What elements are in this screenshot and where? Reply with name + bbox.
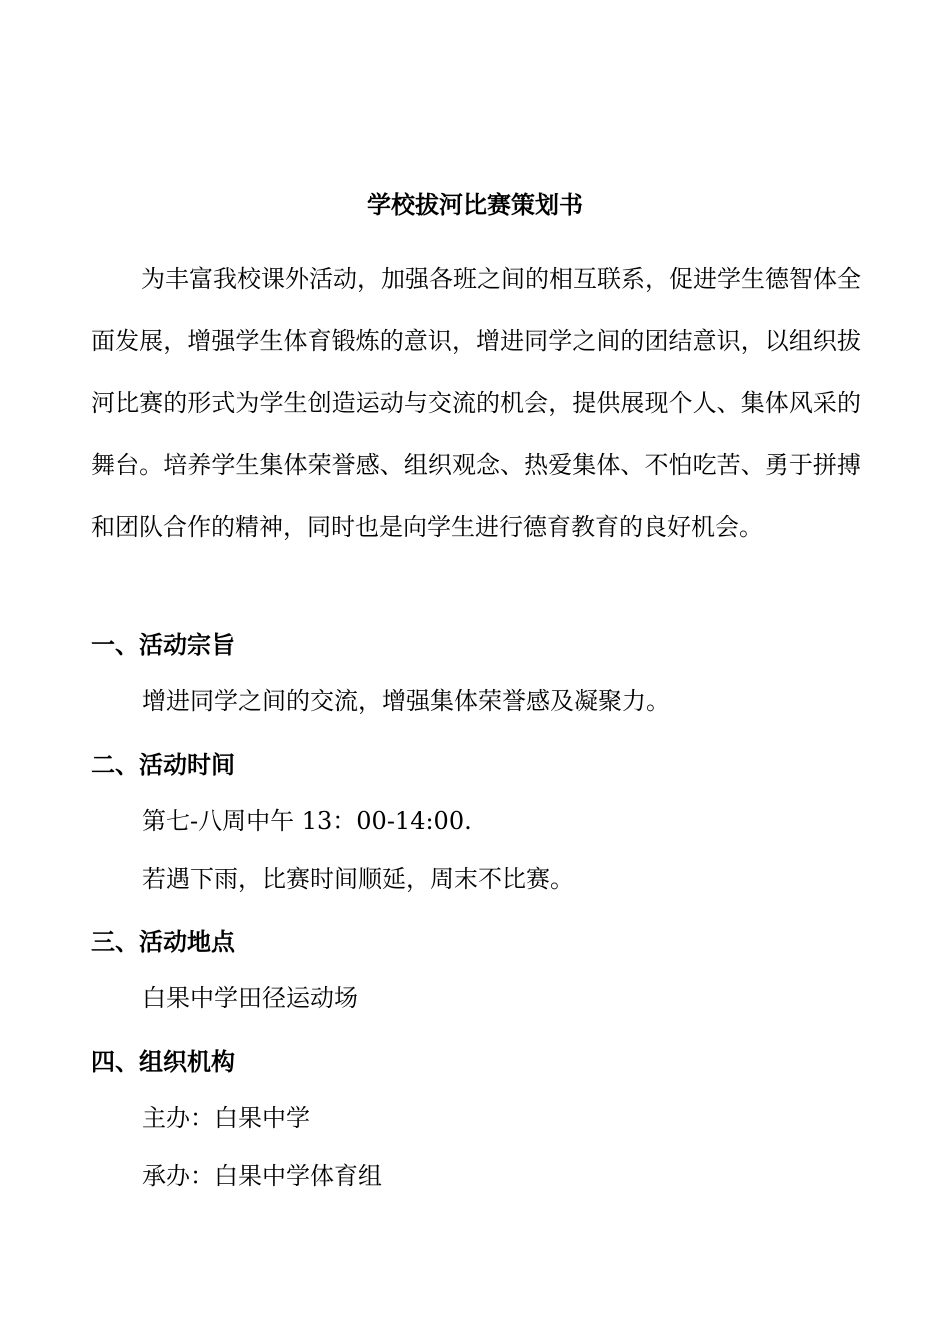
section-heading-location: 三、活动地点 <box>91 927 235 956</box>
document-title: 学校拔河比赛策划书 <box>367 190 583 219</box>
section-purpose-text: 增进同学之间的交流，增强集体荣誉感及凝聚力。 <box>142 687 670 715</box>
section-heading-time: 二、活动时间 <box>91 750 235 779</box>
section-organizer-host: 主办：白果中学 <box>142 1104 310 1132</box>
section-location-text: 白果中学田径运动场 <box>142 984 358 1012</box>
section-time-note: 若遇下雨，比赛时间顺延，周末不比赛。 <box>142 865 574 893</box>
section-organizer-undertaker: 承办：白果中学体育组 <box>142 1162 382 1190</box>
section-heading-organization: 四、组织机构 <box>91 1047 235 1076</box>
section-time-text: 第七-八周中午 13：00-14:00. <box>142 807 472 835</box>
intro-paragraph: 为丰富我校课外活动，加强各班之间的相互联系，促进学生德智体全面发展，增强学生体育锻炼的意识，增进同学之间的团结意识，以组织拔河比赛的形式为学生创造运动与交流的机会，提供展现个人、集体风采的舞台。培养学生集体荣誉感、组织观念、热爱集体、不怕吃苦、勇于拼搏和团队合作的精神，同时也是向学生进行德育教育的良好机会。 <box>91 265 861 541</box>
section-heading-purpose: 一、活动宗旨 <box>91 630 235 659</box>
